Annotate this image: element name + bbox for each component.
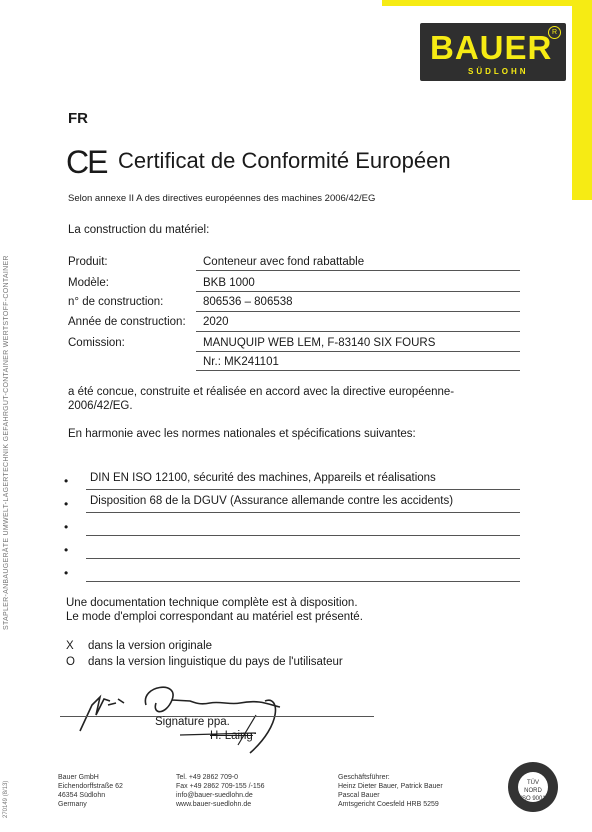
footer-address-line: 46354 Südlohn [58,792,106,799]
tuv-seal-text: ISO 9001 [520,796,546,802]
footer-address-line: Germany [58,801,87,808]
subtitle: Selon annexe II A des directives européennes des machines 2006/42/EG [68,193,376,204]
bullet-icon: • [64,543,69,557]
tuv-seal-inner [518,772,548,802]
construction-heading: La construction du matériel: [68,224,210,236]
footer-management [338,773,443,809]
footer-address [58,773,123,809]
field-label-model: Modèle: [68,277,109,289]
norm-underline [86,489,520,490]
field-underline [196,291,520,292]
field-underline [196,370,520,371]
field-value-model: BKB 1000 [203,277,255,289]
page-title: Certificat de Conformité Européen [118,148,451,173]
bullet-icon: • [64,474,69,488]
field-value-year: 2020 [203,316,229,328]
conformity-text-line2: 2006/42/EG. [68,400,133,412]
field-label-commission: Comission: [68,337,125,349]
field-value-product: Conteneur avec fond rabattable [203,256,365,268]
norm-item: Disposition 68 de la DGUV (Assurance allemande contre les accidents) [90,495,454,507]
signatory-name: H. Laing [210,730,253,742]
version-text-original: dans la version originale [88,640,213,652]
version-mark-local: O [66,656,75,668]
bullet-icon: • [64,497,69,511]
field-underline [196,311,520,312]
documentation-text-line2: Le mode d'emploi correspondant au matériel est présenté. [66,611,363,623]
logo-sub: SÜDLOHN [468,67,529,76]
signature-label: Signature ppa. [155,716,230,728]
bullet-icon: • [64,520,69,534]
language-code: FR [68,110,88,127]
norm-underline [86,512,520,513]
yellow-border-top [382,0,592,6]
footer-website: www.bauer-suedlohn.de [176,801,252,808]
footer-address-line: Eichendorffstraße 62 [58,783,123,790]
field-underline [196,270,520,271]
bullet-icon: • [64,566,69,580]
field-underline [196,331,520,332]
field-value-serial: 806536 – 806538 [203,296,293,308]
field-label-year: Année de construction: [68,316,186,328]
harmony-text: En harmonie avec les normes nationales et spécifications suivantes: [68,428,416,440]
footer-email: info@bauer-suedlohn.de [176,792,253,799]
sidebar-product-lines: STAPLER-ANBAUGERÄTE UMWELT-LAGERTECHNIK GEFAHRGUT-CONTAINER WERTSTOFF-CONTAINER [3,255,10,630]
yellow-border-right [572,0,592,200]
registered-mark-icon: R [548,26,561,39]
tuv-seal-text: TÜV NORD [524,780,542,794]
ce-mark-icon: CE [66,144,107,180]
conformity-text-line1: a été concue, construite et réalisée en accord avec la directive européenne- [68,386,455,398]
footer-management-line: Heinz Dieter Bauer, Patrick Bauer [338,783,443,790]
form-code: 270149 (8/13) [3,780,9,818]
version-mark-original: X [66,640,74,652]
footer-management-line: Amtsgericht Coesfeld HRB 5259 [338,801,439,808]
footer-management-line: Geschäftsführer: [338,774,390,781]
field-label-serial: n° de construction: [68,296,164,308]
footer-management-line: Pascal Bauer [338,792,380,799]
norm-underline [86,558,520,559]
footer-fax: Fax +49 2862 709-155 /-156 [176,783,265,790]
bauer-logo [420,23,566,81]
footer-phone: Tel. +49 2862 709-0 [176,774,239,781]
documentation-text-line1: Une documentation technique complète est à disposition. [66,597,358,609]
norm-underline [86,535,520,536]
field-underline [196,351,520,352]
field-label-product: Produit: [68,256,108,268]
footer-contact [176,773,265,809]
field-value-commission: MANUQUIP WEB LEM, F-83140 SIX FOURS [203,337,436,349]
order-number: Nr.: MK241101 [203,356,279,368]
tuv-seal-icon [508,762,558,812]
version-text-local: dans la version linguistique du pays de l'utilisateur [88,656,343,668]
footer-address-line: Bauer GmbH [58,774,99,781]
norm-underline [86,581,520,582]
logo-brand: BAUER [430,29,553,66]
norm-item: DIN EN ISO 12100, sécurité des machines, Appareils et réalisations [90,472,436,484]
